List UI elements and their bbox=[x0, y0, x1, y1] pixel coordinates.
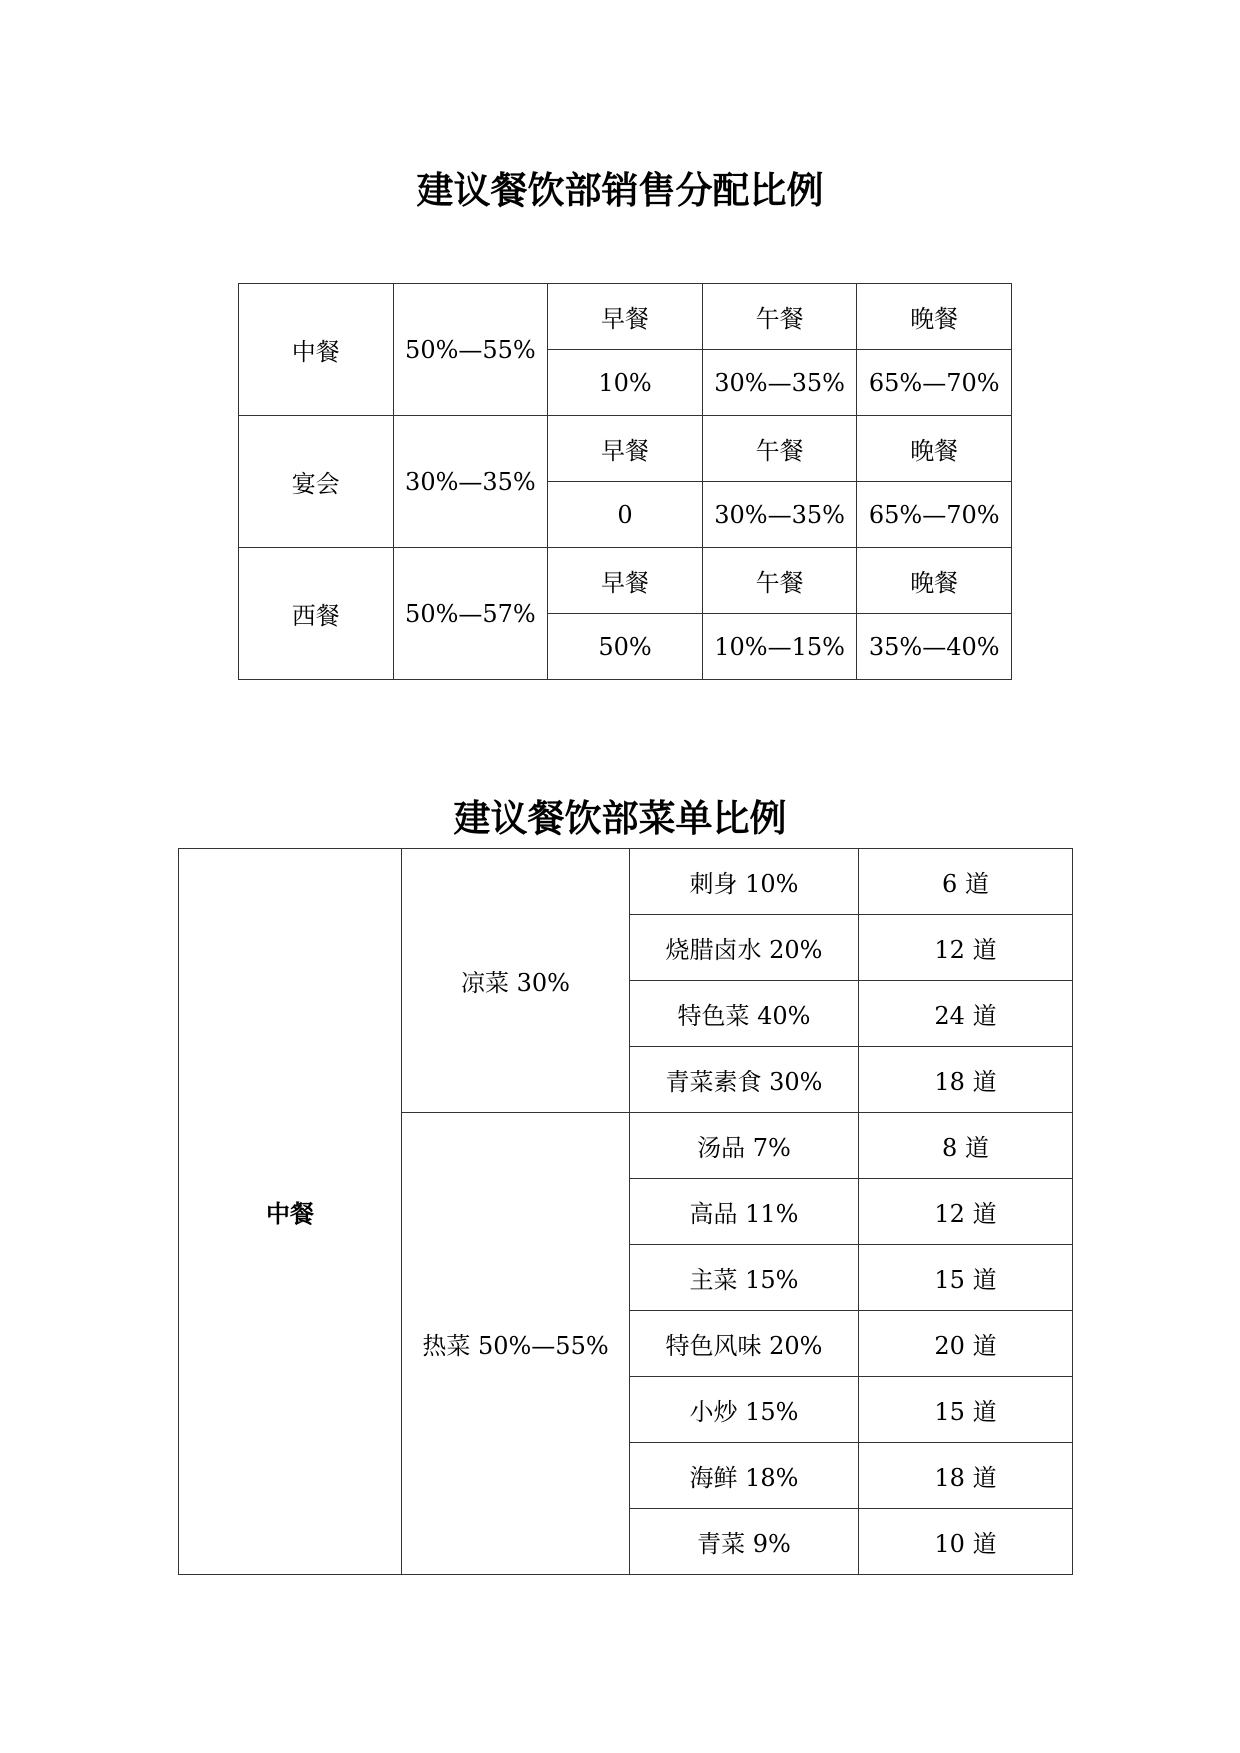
dish-type-cell: 高品 11% bbox=[630, 1179, 859, 1245]
meal-header-cell: 午餐 bbox=[702, 548, 857, 614]
dish-count-cell: 20 道 bbox=[859, 1311, 1073, 1377]
dish-count-cell: 24 道 bbox=[859, 981, 1073, 1047]
category-cell: 西餐 bbox=[239, 548, 394, 680]
meal-value-cell: 10%—15% bbox=[702, 614, 857, 680]
meal-header-cell: 午餐 bbox=[702, 416, 857, 482]
category-cell: 宴会 bbox=[239, 416, 394, 548]
dish-type-cell: 海鲜 18% bbox=[630, 1443, 859, 1509]
dish-count-cell: 12 道 bbox=[859, 915, 1073, 981]
meal-header-cell: 午餐 bbox=[702, 284, 857, 350]
meal-header-cell: 晚餐 bbox=[857, 548, 1012, 614]
meal-value-cell: 10% bbox=[548, 350, 703, 416]
dish-count-cell: 12 道 bbox=[859, 1179, 1073, 1245]
sales-allocation-table bbox=[238, 283, 1012, 680]
dish-count-cell: 6 道 bbox=[859, 849, 1073, 915]
menu-table-title: 建议餐饮部菜单比例 bbox=[453, 796, 787, 840]
meal-header-cell: 晚餐 bbox=[857, 284, 1012, 350]
table-row bbox=[239, 548, 1012, 614]
meal-value-cell: 65%—70% bbox=[857, 482, 1012, 548]
dish-type-cell: 烧腊卤水 20% bbox=[630, 915, 859, 981]
sales-table-title: 建议餐饮部销售分配比例 bbox=[416, 168, 824, 212]
dish-type-cell: 汤品 7% bbox=[630, 1113, 859, 1179]
menu-category-cell: 中餐 bbox=[179, 849, 402, 1575]
meal-value-cell: 30%—35% bbox=[702, 482, 857, 548]
meal-value-cell: 50% bbox=[548, 614, 703, 680]
meal-header-cell: 早餐 bbox=[548, 416, 703, 482]
meal-header-cell: 晚餐 bbox=[857, 416, 1012, 482]
dish-type-cell: 刺身 10% bbox=[630, 849, 859, 915]
dish-count-cell: 15 道 bbox=[859, 1245, 1073, 1311]
meal-value-cell: 30%—35% bbox=[702, 350, 857, 416]
dish-type-cell: 特色风味 20% bbox=[630, 1311, 859, 1377]
dish-count-cell: 18 道 bbox=[859, 1047, 1073, 1113]
meal-value-cell: 65%—70% bbox=[857, 350, 1012, 416]
share-cell: 50%—55% bbox=[393, 284, 548, 416]
dish-type-cell: 青菜素食 30% bbox=[630, 1047, 859, 1113]
dish-type-cell: 主菜 15% bbox=[630, 1245, 859, 1311]
dish-type-cell: 青菜 9% bbox=[630, 1509, 859, 1575]
dish-type-cell: 特色菜 40% bbox=[630, 981, 859, 1047]
dish-count-cell: 10 道 bbox=[859, 1509, 1073, 1575]
menu-group-cell: 热菜 50%—55% bbox=[402, 1113, 630, 1575]
share-cell: 50%—57% bbox=[393, 548, 548, 680]
category-cell: 中餐 bbox=[239, 284, 394, 416]
dish-count-cell: 8 道 bbox=[859, 1113, 1073, 1179]
table-row bbox=[239, 284, 1012, 350]
menu-ratio-table bbox=[178, 848, 1073, 1575]
meal-value-cell: 0 bbox=[548, 482, 703, 548]
meal-header-cell: 早餐 bbox=[548, 548, 703, 614]
menu-group-cell: 凉菜 30% bbox=[402, 849, 630, 1113]
table-row bbox=[239, 416, 1012, 482]
meal-header-cell: 早餐 bbox=[548, 284, 703, 350]
meal-value-cell: 35%—40% bbox=[857, 614, 1012, 680]
dish-count-cell: 15 道 bbox=[859, 1377, 1073, 1443]
share-cell: 30%—35% bbox=[393, 416, 548, 548]
dish-count-cell: 18 道 bbox=[859, 1443, 1073, 1509]
dish-type-cell: 小炒 15% bbox=[630, 1377, 859, 1443]
table-row bbox=[179, 849, 1073, 915]
